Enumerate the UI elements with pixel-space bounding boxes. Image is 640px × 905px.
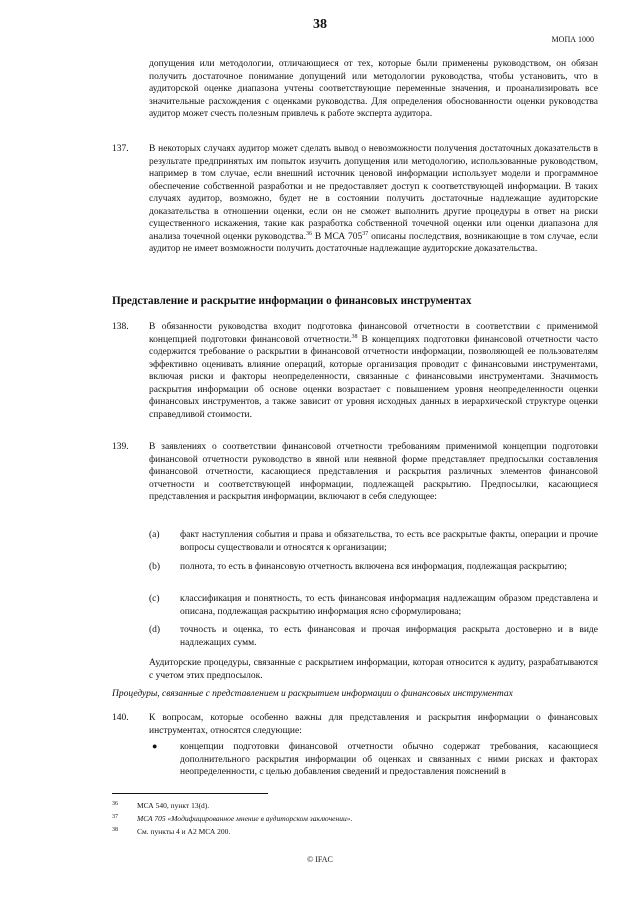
list-item-c [149, 593, 598, 618]
footnote-ref: 36 [306, 230, 313, 237]
paragraph-number: 140. [112, 713, 129, 723]
footnote-ref: 37 [362, 230, 369, 237]
paragraph-number: 139. [112, 442, 129, 452]
paragraph-139-closing: Аудиторские процедуры, связанные с раскрытием информации, которая относится к аудиту, разрабатываются с учетом этих предпосылок. [149, 658, 598, 681]
list-item-a [149, 529, 598, 554]
footnote-text: См. пункты 4 и А2 МСА 200. [137, 827, 231, 836]
subheading: Процедуры, связанные с представлением и раскрытием информации о финансовых инструментах [112, 689, 513, 699]
paragraph-number: 138. [112, 322, 129, 332]
page-number: 38 [313, 17, 327, 32]
paragraph-137 [112, 143, 598, 256]
paragraph-140 [112, 712, 598, 737]
paragraph-body: В обязанности руководства входит подготовка финансовой отчетности в соответствии с применимой концепцией подготовки финансовой отчетности.$^{38}$ В концепциях подготовки финансовой отчетности часто содержится требование о раскрытии в финансовой отчетности информации, позволяющей ее пользователям эффективно оценивать влияние операций, которые организация проводит с финансовыми инструментами, включая риски и факторы неопределенности, связанные с финансовыми инструментами. Значимость раскрытия информации об основе оценки возрастает с повышением уровня неопределенности оценки финансовых инструментов, а также зависит от уровня исходных данных в иерархической структуре оценки справедливой стоимости. [149, 322, 598, 420]
footnote-number: 38 [112, 827, 118, 833]
footnote-text: МСА 705 «Модифицированное мнение в аудиторском заключении». [137, 814, 353, 823]
footnote-37 [112, 814, 598, 824]
list-item-d [149, 624, 598, 649]
footnote-ref: 38 [351, 333, 358, 340]
list-item-text: полнота, то есть в финансовую отчетность включена вся информация, подлежащая раскрытию; [180, 562, 568, 572]
paragraph-number: 137. [112, 144, 129, 154]
paragraph-body: К вопросам, которые особенно важны для представления и раскрытия информации о финансовых инструментах, относятся следующие: [149, 713, 598, 736]
footnote-text: МСА 540, пункт 13(d). [137, 801, 210, 810]
list-item-label: (a) [149, 530, 160, 540]
footnote-36 [112, 801, 598, 811]
paragraph-body: В заявлениях о соответствии финансовой отчетности требованиям применимой концепции подготовки финансовой отчетности руководство в явной или неявной форме представляет предпосылки составления финансовой отчетности, касающиеся представления и раскрытия различных элементов финансовой отчетности и соответствующей информации, подлежащей раскрытию. Предпосылки, касающиеся представления и раскрытия информации, включают в себя следующее: [149, 442, 598, 502]
section-heading: Представление и раскрытие информации о финансовых инструментах [112, 295, 472, 307]
continuation-paragraph: допущения или методологии, отличающиеся от тех, которые были применены руководством, он обязан получить достаточное понимание допущений или методологии руководства, чтобы установить, что в аудиторской оценке диапазона учтены соответствующие переменные значения, и проанализировать все значительные расхождения с оценками руководства. Для определения обоснованности оценки руководства аудитор может счесть полезным привлечь к работе эксперта аудитора. [149, 59, 598, 119]
footnote-number: 37 [112, 814, 118, 820]
list-item-b [149, 561, 598, 574]
paragraph-139 [112, 441, 598, 504]
paragraph-138 [112, 321, 598, 421]
document-code: МОПА 1000 [551, 35, 594, 44]
list-item-text: факт наступления события и права и обязательства, то есть все раскрытые факты, операции и прочие вопросы существовали и относятся к организации; [180, 530, 598, 553]
list-item-label: (d) [149, 625, 161, 635]
list-item-label: (b) [149, 562, 161, 572]
bullet-item: концепции подготовки финансовой отчетности обычно содержат требования, касающиеся дополнительного раскрытия информации об оценках и связанных с ними рисках и факторах неопределенности, с целью добавления сведений и предоставления пояснений в [180, 742, 598, 777]
list-item-label: (c) [149, 594, 160, 604]
copyright: © IFAC [307, 855, 333, 864]
bullet-icon: ● [152, 741, 158, 751]
list-item-text: точность и оценка, то есть финансовая и прочая информация раскрыта достоверно и в виде надлежащих сумм. [180, 625, 598, 648]
list-item-text: классификация и понятность, то есть финансовая информация надлежащим образом представлена и описана, подлежащая раскрытию информация ясно сформулирована; [180, 594, 598, 617]
footnote-divider [112, 793, 268, 794]
footnote-38 [112, 827, 598, 837]
paragraph-body: В некоторых случаях аудитор может сделать вывод о невозможности получения достаточных доказательств в результате предпринятых им попыток изучить допущения или методологию, использованные руководством, например в том случае, если внешний источник ценовой информации использует модели и программное обеспечение собственной разработки и не предоставляет доступ к соответствующей информации. В таких случаях аудитор, возможно, будет не в состоянии получить достаточные надлежащие аудиторские доказательства в отношении оценки, если он не сможет выполнить другие процедуры в ответ на риски существенного искажения, такие как разработка собственной точечной оценки или оценки диапазона для анализа точечной оценки руководства.$^{36}$ В МСА $705^{37}$ описаны последствия, возникающие в том случае, если аудитор не имеет возможности получить достаточные надлежащие аудиторские доказательства. [149, 144, 598, 254]
footnote-number: 36 [112, 801, 118, 807]
